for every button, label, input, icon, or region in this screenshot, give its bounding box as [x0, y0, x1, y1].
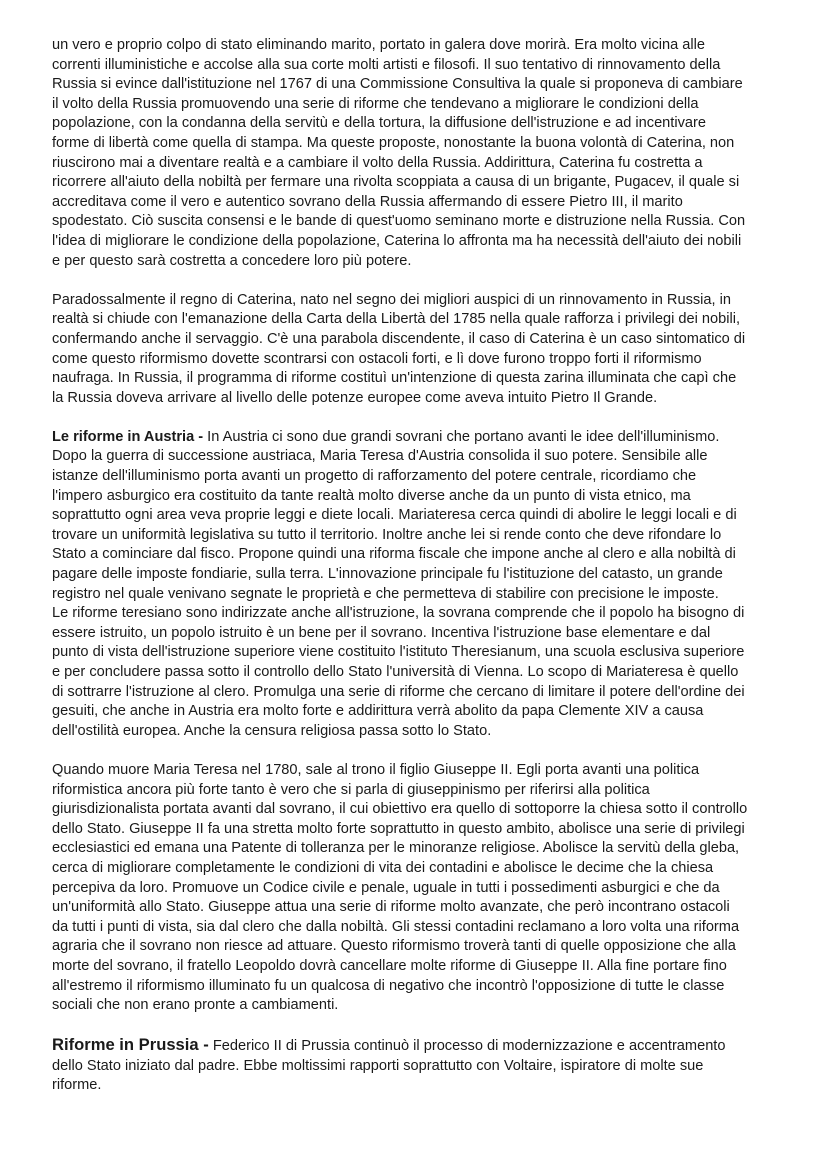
text-line: l'idea di migliorare le condizione della popolazione, Caterina lo affronta ma ha necessità dell'aiuto dei nobili	[52, 232, 742, 249]
text-line: da tutti i punti di vista, sia dal clero che dalla nobiltà. Gli stessi contadini reclamano a loro volta una riforma	[52, 918, 740, 935]
text-line: dello Stato iniziato dal padre. Ebbe moltissimi rapporti soprattutto con Voltaire, ispiratore di molte sue	[52, 1057, 704, 1074]
text-line	[52, 428, 788, 448]
text-line: pagare delle imposte fondiarie, sulla terra. L'innovazione principale fu l'istituzione del catasto, un grande	[52, 566, 723, 583]
text-line: dell'ostilità europea. Anche la censura religiosa passa sotto lo Stato.	[52, 722, 492, 739]
text-line: realtà si chiude con l'emanazione della Carta della Libertà del 1785 nella quale rafforza i privilegi dei nobili,	[52, 311, 741, 328]
text-line: forme di libertà come quella di stampa. Ma queste proposte, nonostante la buona volontà di Caterina, non	[52, 134, 735, 151]
text-line: un'uniformità allo Stato. Giuseppe attua una serie di riforme molto avanzate, che però incontrano ostacoli	[52, 899, 730, 916]
text-line: dello Stato. Giuseppe II fa una stretta molto forte soprattutto in questo ambito, abolisce una serie di privilegi	[52, 820, 745, 837]
text-line: e per concludere passa sotto il controllo dello Stato l'università di Vienna. Lo scopo di Mariateresa è quello	[52, 664, 739, 680]
text-line: gesuiti, che anche in Austria era molto forte e addirittura verrà abolito da papa Clemente XIV a causa	[52, 703, 704, 720]
text-line: punto di vista dell'istruzione superiore viene costituito l'istituto Theresianum, una scuola esclusiva superiore	[52, 644, 745, 661]
text-line: l'impero asburgico era costituito da tante realtà molto diverse anche da un punto di vista etnico, ma	[52, 487, 691, 504]
text-line: istanze dell'illuminismo porta avanti un progetto di rafforzamento del potere centrale, ricordiamo che	[52, 468, 697, 485]
text-line: all'estremo il riformismo illuminato fu un qualcosa di negativo che incontrò l'opposizione di tutte le classe	[52, 977, 725, 994]
text-line: registro nel quale venivano segnate le proprietà e che permetteva di stabilire con precisione le imposte.	[52, 585, 719, 602]
text-line: correnti illuministiche e accolse alla sua corte molti artisti e filosofi. Il suo tentativo di rinnovamento della	[52, 56, 721, 73]
text-line: Paradossalmente il regno di Caterina, nato nel segno dei migliori auspici di un rinnovamento in Russia, in	[52, 291, 731, 308]
text-line: essere istruito, un popolo istruito è un bene per il sovrano. Incentiva l'istruzione base elementare e dal	[52, 624, 711, 641]
text-line: agraria che il sovrano non riesce ad attuare. Questo riformismo troverà tanti di quelle opposizione che alla	[52, 938, 736, 955]
heading-line-rest: Federico II di Prussia continuò il processo di modernizzazione e accentramento	[208, 1038, 726, 1055]
text-line: spodestato. Ciò suscita consensi e le bande di quest'uomo seminano morte e distruzione nella Russia. Con	[52, 213, 746, 230]
text-line: riformistica ancora più forte tanto è vero che si parla di giuseppinismo per riferirsi alla politica	[52, 781, 650, 798]
text-line	[52, 1035, 788, 1057]
text-line: ricorrere all'aiuto della nobiltà per fermare una rivolta scoppiata a causa di un brigante, Pugacev, il quale si	[52, 174, 740, 191]
text-line: la Russia doveva arrivare al livello delle potenze europee come aveva intuito Pietro Il Grande.	[52, 389, 658, 406]
text-line: e per questo sarà costretta a concedere loro più potere.	[52, 252, 412, 269]
text-line: riuscirono mai a diventare realtà e a cambiare il volto della Russia. Addirittura, Caterina fu costretta a	[52, 154, 703, 171]
section-heading-austria: Le riforme in Austria -	[52, 428, 204, 445]
text-line: confermando anche il servaggio. C'è una parabola discendente, il caso di Caterina è un caso sintomatico di	[52, 330, 746, 347]
section-heading-prussia: Riforme in Prussia -	[52, 1035, 209, 1055]
paragraph-prussia-reforms	[52, 1035, 788, 1096]
text-line: soprattutto ogni area veva proprie leggi e diete locali. Mariateresa cerca quindi di abolire le leggi locali e di	[52, 507, 737, 524]
paragraph-caterina-outcome	[52, 291, 788, 409]
heading-line-rest: In Austria ci sono due grandi sovrani che portano avanti le idee dell'illuminismo.	[203, 428, 720, 445]
text-line: il volto della Russia promuovendo una serie di riforme che tendevano a migliorare le condizioni della	[52, 95, 699, 112]
text-line: riforme.	[52, 1077, 102, 1094]
text-line: di sottrarre l'istruzione al clero. Promulga una serie di riforme che cercano di limitare il potere dell'ordine dei	[52, 683, 745, 700]
paragraph-giuseppe-ii	[52, 761, 788, 1016]
text-line: sociali che non erano pronte a cambiamenti.	[52, 997, 339, 1014]
text-line: popolazione, con la condanna della servitù e della tortura, la diffusione dell'istruzione e ad incentivare	[52, 115, 706, 132]
text-line: ecclesiastici ed emana una Patente di tolleranza per le minoranze religiose. Abolisce la servitù della gleba,	[52, 840, 740, 857]
text-line: naufraga. In Russia, il programma di riforme costituì un'intenzione di questa zarina illuminata che capì che	[52, 370, 737, 387]
text-line: un vero e proprio colpo di stato eliminando marito, portato in galera dove morirà. Era molto vicina alle	[52, 37, 705, 53]
text-line: Dopo la guerra di successione austriaca, Maria Teresa d'Austria consolida il suo potere. Sensibile alle	[52, 448, 708, 465]
text-line: trovare un uniformità legislativa su tutto il territorio. Inoltre anche lei si rende conto che deve rifondare lo	[52, 526, 722, 543]
paragraph-caterina-reforms	[52, 36, 788, 271]
text-line: Stato a cominciare dal fisco. Propone quindi una riforma fiscale che impone anche al clero e alla nobiltà di	[52, 546, 736, 563]
text-line: Russia si evince dall'istituzione nel 1767 di una Commissione Consultiva la quale si proponeva di cambiare	[52, 76, 743, 93]
text-line: morte del sovrano, il fratello Leopoldo dovrà cancellare molte riforme di Giuseppe II. Alla fine portare fino	[52, 957, 727, 974]
text-line: come questo riformismo dovette scontrarsi con ostacoli forti, e lì dove furono troppo forti il riformismo	[52, 350, 702, 367]
paragraph-austria-reforms	[52, 428, 788, 742]
text-line: accreditava come il vero e autentico sovrano della Russia affermando di essere Pietro III, il marito	[52, 193, 683, 210]
text-line: Le riforme teresiano sono indirizzate anche all'istruzione, la sovrana comprende che il popolo ha bisogno di	[52, 605, 745, 622]
text-line: Quando muore Maria Teresa nel 1780, sale al trono il figlio Giuseppe II. Egli porta avanti una politica	[52, 761, 700, 778]
text-line: cerca di migliorare completamente le condizioni di vita dei contadini e abolisce le decime che la chiesa	[52, 859, 714, 876]
text-line: percepiva da loro. Promuove un Codice civile e penale, uguale in tutti i possedimenti asburgici e che da	[52, 879, 720, 896]
text-line: giurisdizionalista portata avanti dal sovrano, il cui obiettivo era quello di sottoporre la chiesa sotto il controllo	[52, 801, 748, 818]
